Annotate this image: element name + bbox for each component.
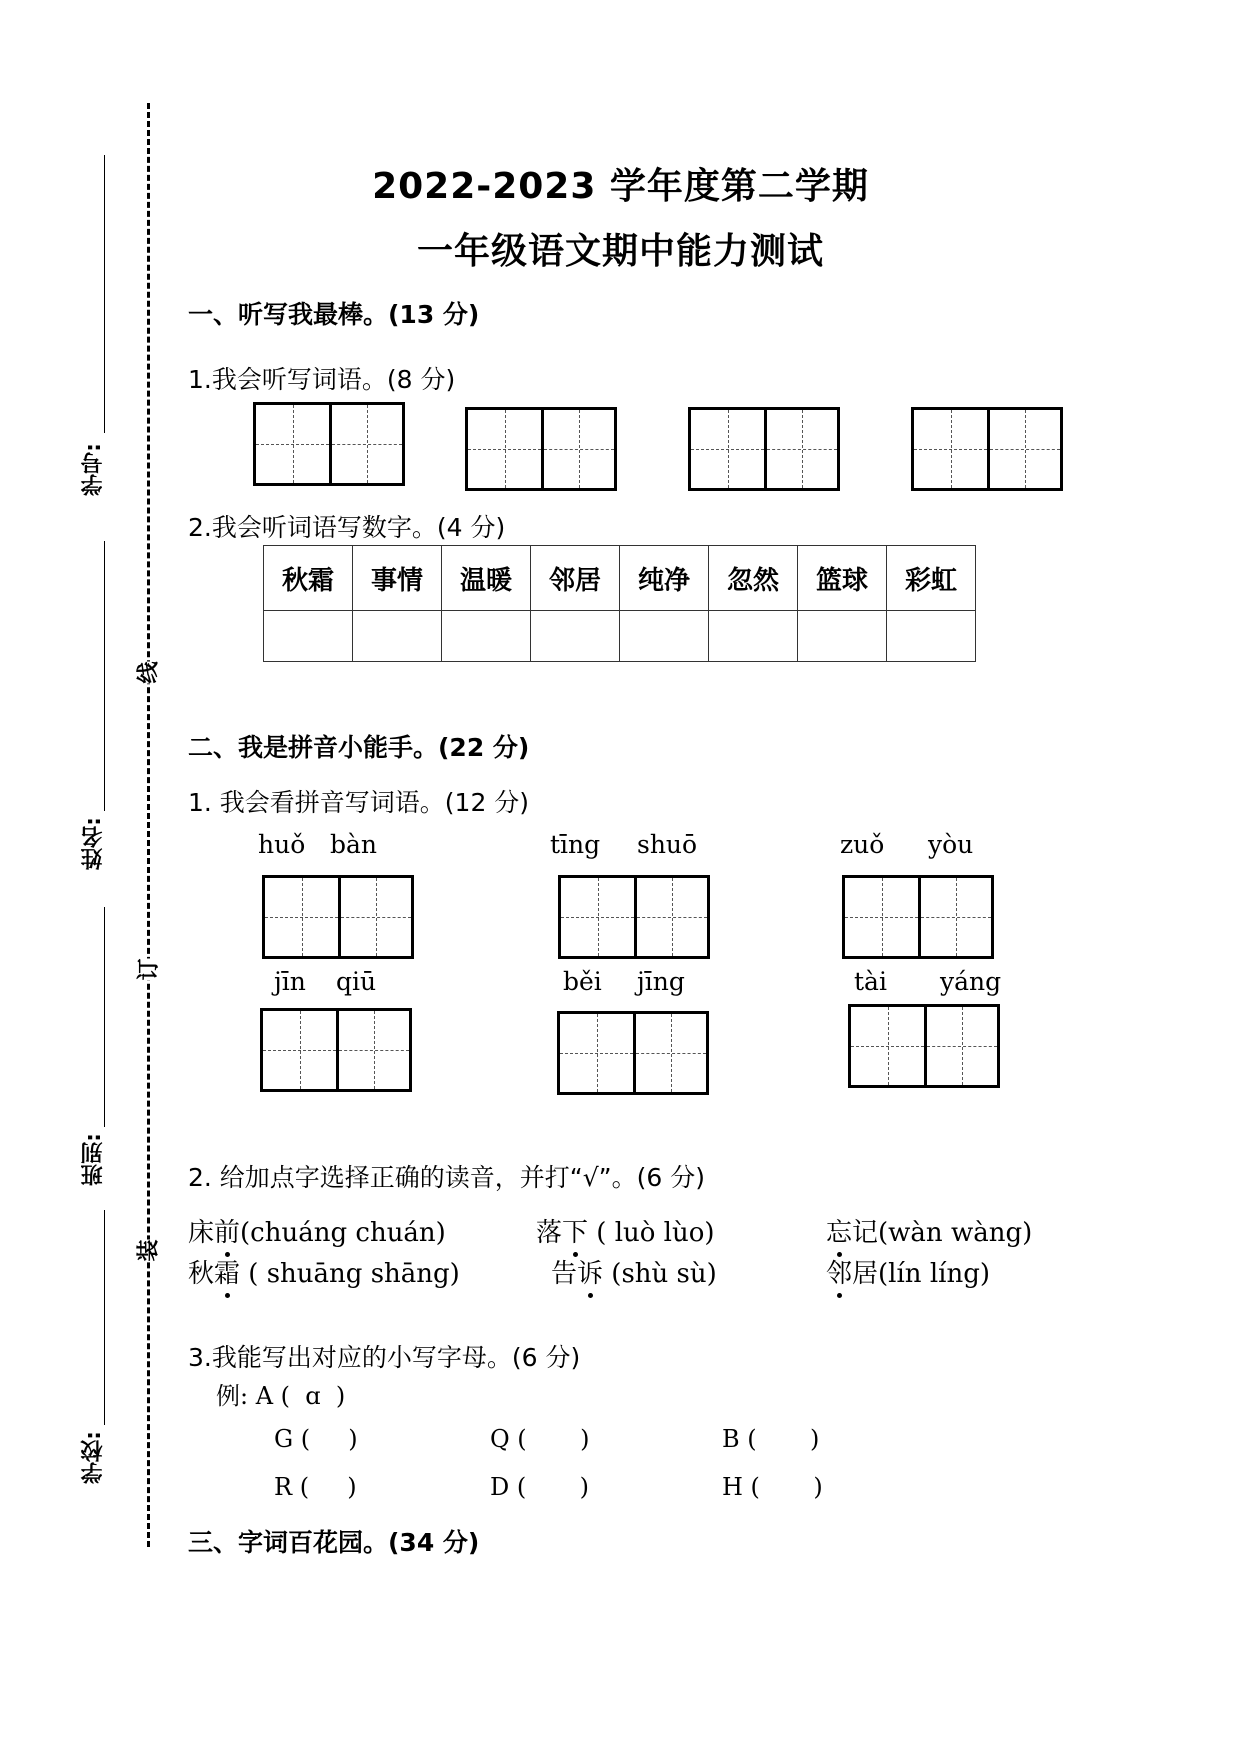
reading-options[interactable]: ( shuāng shāng) bbox=[240, 1259, 460, 1289]
exam-title-line2: 一年级语文期中能力测试 bbox=[416, 231, 824, 272]
margin-mark-zhuang: 装 bbox=[130, 1239, 165, 1261]
word-cell: 忽然 bbox=[709, 546, 798, 611]
dotted-char: 霜 bbox=[214, 1259, 241, 1289]
plain-char: 床 bbox=[188, 1218, 215, 1248]
section1-heading: 一、听写我最棒。(13 分) bbox=[188, 300, 480, 329]
word-cell: 温暖 bbox=[442, 546, 531, 611]
reading-item[interactable] bbox=[551, 1253, 717, 1290]
section2-q1: 1. 我会看拼音写词语。(12 分) bbox=[188, 788, 530, 817]
letter-blank[interactable]: Q ( ) bbox=[490, 1425, 590, 1453]
answer-cell[interactable] bbox=[709, 611, 798, 662]
word-cell: 秋霜 bbox=[264, 546, 353, 611]
name-label: 姓名: bbox=[81, 817, 106, 870]
pinyin-syllable: qiū bbox=[336, 967, 377, 996]
name-line bbox=[104, 541, 105, 811]
letter-blank[interactable]: D ( ) bbox=[490, 1473, 589, 1501]
school-label: 学校: bbox=[81, 1431, 106, 1484]
dotted-char: 下 bbox=[562, 1218, 589, 1248]
section1-q1: 1.我会听写词语。(8 分) bbox=[188, 365, 456, 394]
pinyin-syllable: jīng bbox=[637, 967, 685, 996]
dotted-char: 忘 bbox=[826, 1218, 853, 1248]
letter-blank[interactable]: G ( ) bbox=[274, 1425, 358, 1453]
pinyin-syllable: huǒ bbox=[258, 830, 306, 859]
reading-options[interactable]: (lín líng) bbox=[878, 1259, 990, 1289]
pinyin-syllable: běi bbox=[563, 967, 602, 996]
plain-char: 记 bbox=[852, 1218, 879, 1248]
pinyin-syllable: bàn bbox=[330, 830, 378, 859]
section1-q2: 2.我会听词语写数字。(4 分) bbox=[188, 513, 506, 542]
section2-q2: 2. 给加点字选择正确的读音，并打“√”。(6 分) bbox=[188, 1163, 705, 1192]
margin-mark-ding: 订 bbox=[130, 958, 165, 980]
word-number-table bbox=[263, 545, 976, 662]
letter-blank[interactable]: R ( ) bbox=[274, 1473, 357, 1501]
pinyin-writing-grid[interactable] bbox=[557, 1011, 709, 1095]
section2-q3: 3.我能写出对应的小写字母。(6 分) bbox=[188, 1343, 581, 1372]
pinyin-writing-grid[interactable] bbox=[262, 875, 414, 959]
writing-grid[interactable] bbox=[911, 407, 1063, 491]
section3-heading: 三、字词百花园。(34 分) bbox=[188, 1528, 480, 1557]
writing-grid[interactable] bbox=[688, 407, 840, 491]
writing-grid[interactable] bbox=[253, 402, 405, 486]
binding-dashed-line bbox=[147, 103, 150, 1547]
pinyin-syllable: shuō bbox=[637, 830, 698, 859]
reading-options[interactable]: (chuáng chuán) bbox=[240, 1218, 446, 1248]
writing-grid[interactable] bbox=[465, 407, 617, 491]
letter-blank[interactable]: B ( ) bbox=[722, 1425, 820, 1453]
section2-heading: 二、我是拼音小能手。(22 分) bbox=[188, 733, 530, 762]
exam-title-line1: 2022-2023 学年度第二学期 bbox=[372, 166, 869, 207]
pinyin-syllable: tīng bbox=[550, 830, 601, 859]
pinyin-syllable: yáng bbox=[940, 967, 1002, 996]
dotted-char: 诉 bbox=[577, 1259, 604, 1289]
class-line bbox=[104, 907, 105, 1127]
letter-example: 例: A ( ɑ ) bbox=[216, 1382, 346, 1410]
reading-options[interactable]: (wàn wàng) bbox=[878, 1218, 1033, 1248]
letter-blank[interactable]: H ( ) bbox=[722, 1473, 823, 1501]
pinyin-syllable: yòu bbox=[928, 830, 974, 859]
reading-item[interactable] bbox=[188, 1253, 460, 1290]
reading-item[interactable] bbox=[826, 1253, 990, 1290]
answer-cell[interactable] bbox=[442, 611, 531, 662]
answer-cell[interactable] bbox=[798, 611, 887, 662]
dotted-char: 前 bbox=[214, 1218, 241, 1248]
word-cell: 事情 bbox=[353, 546, 442, 611]
pinyin-writing-grid[interactable] bbox=[842, 875, 994, 959]
answer-cell[interactable] bbox=[620, 611, 709, 662]
school-line bbox=[104, 1210, 105, 1425]
pinyin-syllable: tài bbox=[854, 967, 887, 996]
reading-options[interactable]: (shù sù) bbox=[603, 1259, 717, 1289]
margin-mark-xian: 线 bbox=[130, 661, 165, 683]
word-cell: 彩虹 bbox=[887, 546, 976, 611]
plain-char: 秋 bbox=[188, 1259, 215, 1289]
pinyin-syllable: jīn bbox=[274, 967, 306, 996]
pinyin-syllable: zuǒ bbox=[840, 830, 885, 859]
word-cell: 篮球 bbox=[798, 546, 887, 611]
answer-cell[interactable] bbox=[531, 611, 620, 662]
student-no-label: 学号: bbox=[81, 443, 106, 496]
class-label: 班别: bbox=[81, 1133, 106, 1186]
word-cell: 纯净 bbox=[620, 546, 709, 611]
pinyin-writing-grid[interactable] bbox=[848, 1004, 1000, 1088]
answer-cell[interactable] bbox=[264, 611, 353, 662]
reading-options[interactable]: ( luò lùo) bbox=[588, 1218, 715, 1248]
reading-item[interactable] bbox=[826, 1212, 1032, 1249]
plain-char: 居 bbox=[852, 1259, 879, 1289]
reading-item[interactable] bbox=[536, 1212, 715, 1249]
pinyin-writing-grid[interactable] bbox=[558, 875, 710, 959]
answer-cell[interactable] bbox=[353, 611, 442, 662]
answer-cell[interactable] bbox=[887, 611, 976, 662]
dotted-char: 邻 bbox=[826, 1259, 853, 1289]
pinyin-writing-grid[interactable] bbox=[260, 1008, 412, 1092]
word-cell: 邻居 bbox=[531, 546, 620, 611]
reading-item[interactable] bbox=[188, 1212, 446, 1249]
plain-char: 告 bbox=[551, 1259, 578, 1289]
plain-char: 落 bbox=[536, 1218, 563, 1248]
